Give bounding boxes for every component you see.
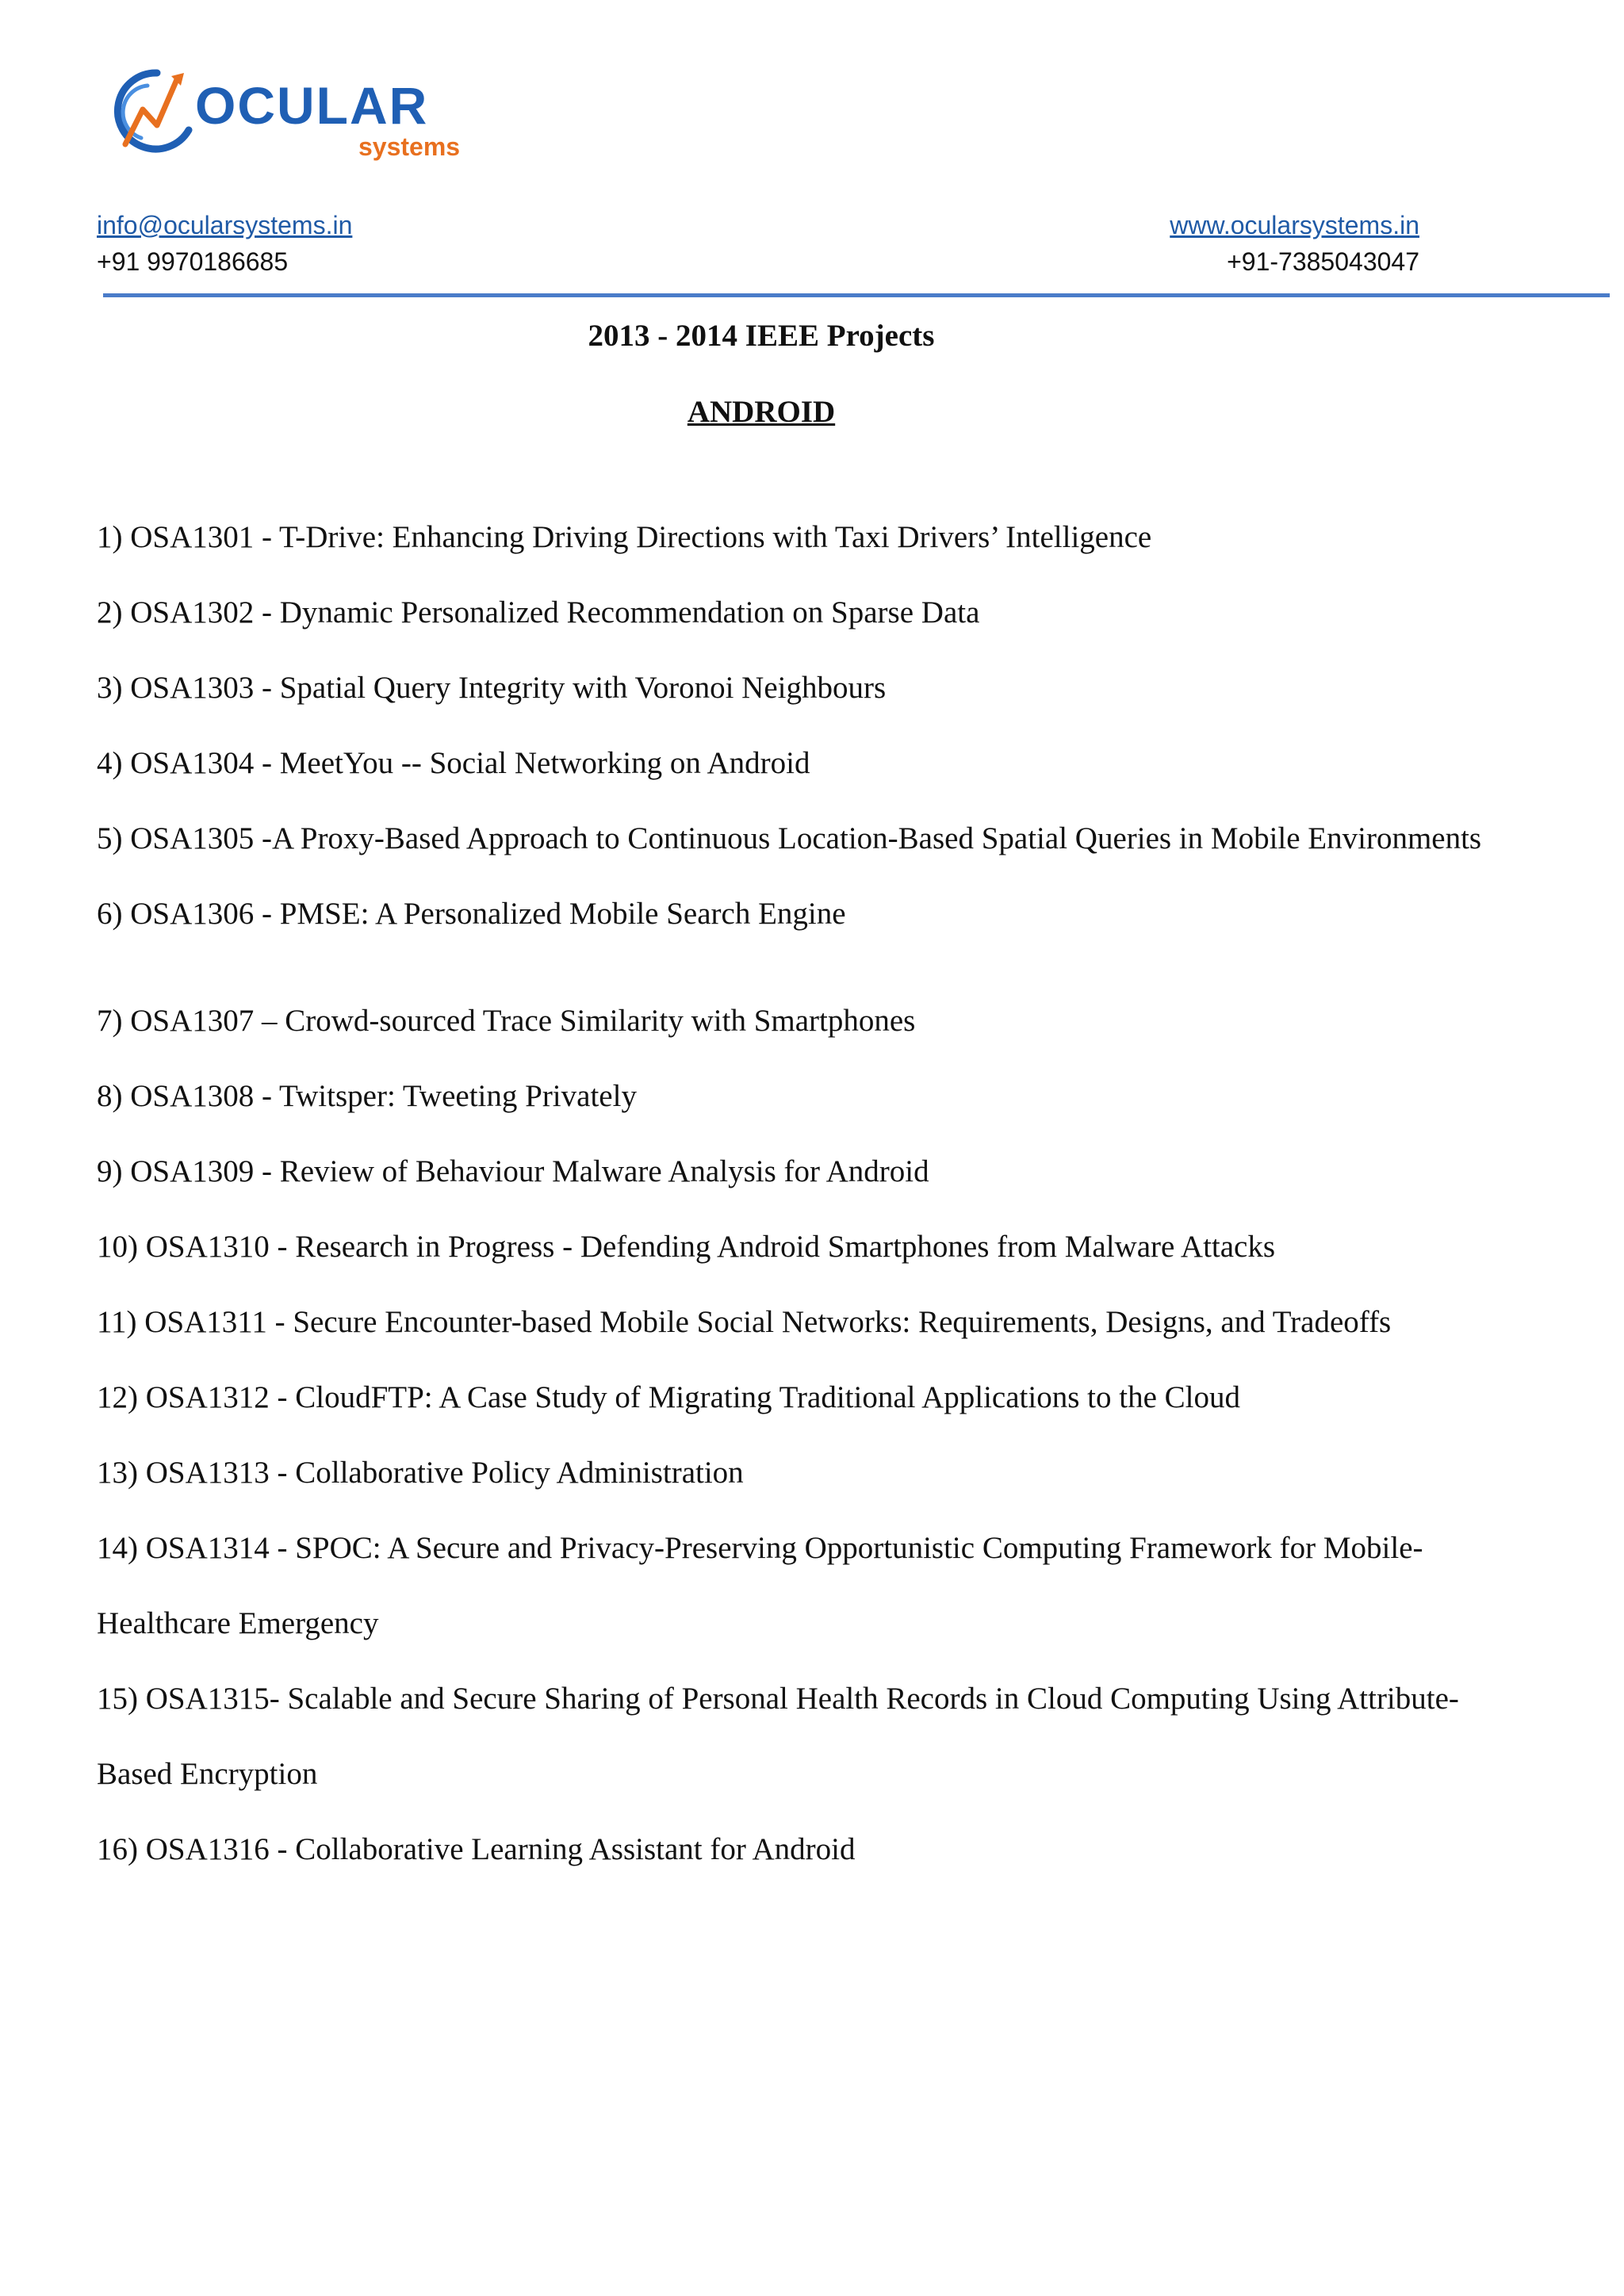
project-item: 3) OSA1303 - Spatial Query Integrity with Voronoi Neighbours [97,671,887,705]
project-item: 9) OSA1309 - Review of Behaviour Malware Analysis for Android [97,1154,929,1188]
ocular-systems-logo [102,62,466,165]
logo-mark-icon [102,62,466,165]
project-item: 8) OSA1308 - Twitsper: Tweeting Privately [97,1079,637,1113]
project-item: 6) OSA1306 - PMSE: A Personalized Mobile Search Engine [97,897,846,931]
project-item: 10) OSA1310 - Research in Progress - Defending Android Smartphones from Malware Attacks [97,1230,1276,1264]
phone-number-primary: +91 9970186685 [97,247,289,276]
project-item: 15) OSA1315- Scalable and Secure Sharing of Personal Health Records in Cloud Computing Using Attribute-Based Encryption [97,1682,1459,1791]
project-item: 1) OSA1301 - T-Drive: Enhancing Driving Directions with Taxi Drivers’ Intelligence [97,520,1152,554]
svg-text:OCULAR: OCULAR [195,76,429,135]
email-link[interactable]: info@ocularsystems.in [97,211,353,239]
phone-number-secondary: +91-7385043047 [1227,247,1419,276]
project-item: 5) OSA1305 -A Proxy-Based Approach to Continuous Location-Based Spatial Queries in Mobile Environments [97,821,1482,855]
header-divider [103,293,1610,297]
project-item: 2) OSA1302 - Dynamic Personalized Recommendation on Sparse Data [97,595,980,629]
project-item: 13) OSA1313 - Collaborative Policy Administration [97,1456,744,1490]
project-item: 14) OSA1314 - SPOC: A Secure and Privacy-Preserving Opportunistic Computing Framework for Mobile-Healthcare Emergency [97,1531,1423,1640]
project-item: 7) OSA1307 – Crowd-sourced Trace Similarity with Smartphones [97,1004,916,1038]
project-item: 11) OSA1311 - Secure Encounter-based Mobile Social Networks: Requirements, Designs, and Tradeoffs [97,1305,1392,1339]
project-item: 12) OSA1312 - CloudFTP: A Case Study of Migrating Traditional Applications to the Cloud [97,1380,1240,1414]
svg-text:systems: systems [358,132,461,161]
website-link[interactable]: www.ocularsystems.in [1170,211,1419,239]
project-item: 16) OSA1316 - Collaborative Learning Assistant for Android [97,1832,856,1866]
section-title: ANDROID [687,395,836,429]
document-title: 2013 - 2014 IEEE Projects [588,319,935,353]
project-list [97,499,1516,1887]
project-item: 4) OSA1304 - MeetYou -- Social Networking on Android [97,746,810,780]
